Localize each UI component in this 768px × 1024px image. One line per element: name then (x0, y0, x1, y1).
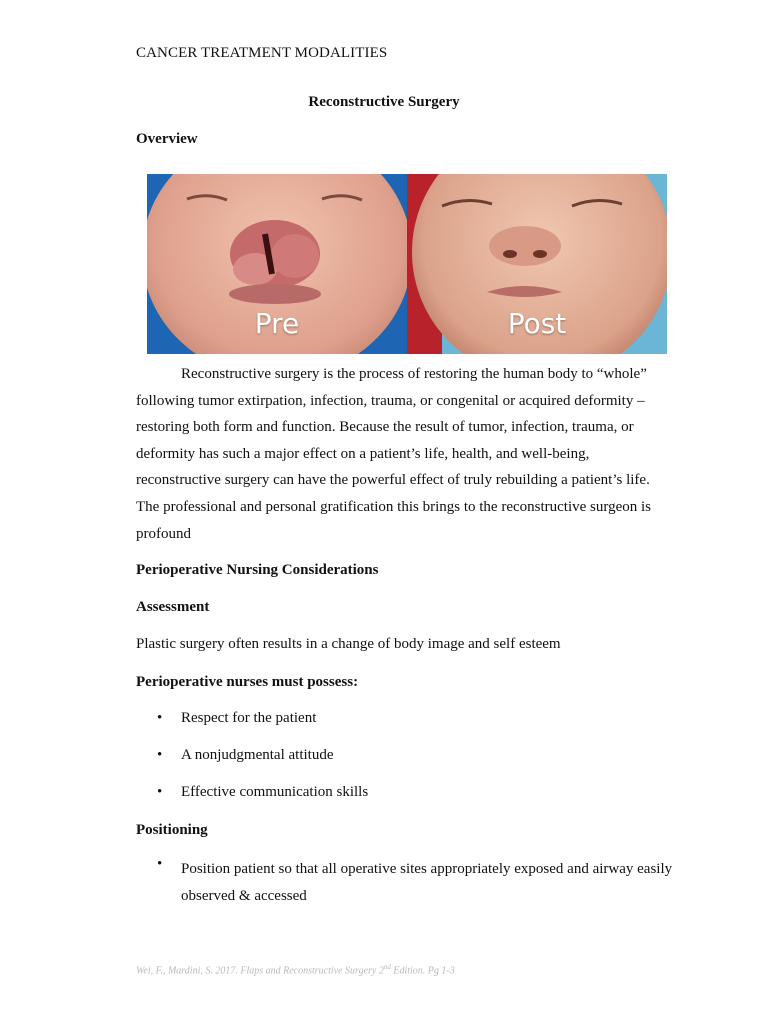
pre-photo (147, 174, 407, 354)
footer-text-end: Edition. Pg 1-3 (390, 965, 455, 977)
perioperative-heading: Perioperative Nursing Considerations (136, 562, 379, 578)
post-photo (407, 174, 667, 354)
bullet-icon: • (157, 784, 163, 800)
pre-label: Pre (254, 307, 300, 340)
overview-heading: Overview (136, 131, 198, 147)
list-item-text (181, 856, 681, 910)
paragraph-line: Reconstructive surgery is the process of restoring the human body to “whole” (181, 366, 647, 382)
page-header: CANCER TREATMENT MODALITIES (136, 45, 388, 61)
list-item-text: Respect for the patient (181, 710, 317, 726)
paragraph-line: deformity has such a major effect on a patient’s life, health, and well-being, (136, 445, 590, 462)
overview-paragraph (136, 361, 652, 547)
paragraph-line: profound (136, 525, 191, 542)
footer-superscript: nd (383, 963, 391, 971)
positioning-heading: Positioning (136, 822, 208, 838)
bullet-icon: • (157, 710, 163, 726)
bullet-icon: • (157, 747, 163, 763)
assessment-text: Plastic surgery often results in a change of body image and self esteem (136, 636, 561, 652)
footer-text: Wei, F., Mardini, S. 2017. Flaps and Reconstructive Surgery 2 (136, 965, 384, 977)
list-item-line: observed & accessed (181, 888, 307, 904)
paragraph-line: The professional and personal gratification this brings to the reconstructive surgeon is (136, 498, 652, 515)
list-item-line: Position patient so that all operative sites appropriately exposed and airway easily (181, 861, 673, 877)
paragraph-line: reconstructive surgery can have the powerful effect of truly rebuilding a patient’s life. (136, 472, 650, 489)
paragraph-line: following tumor extirpation, infection, trauma, or congenital or acquired deformity – (136, 392, 645, 409)
post-label: Post (507, 307, 567, 340)
assessment-heading: Assessment (136, 599, 210, 615)
list-item-text: A nonjudgmental attitude (181, 747, 334, 763)
list-item-text: Effective communication skills (181, 784, 369, 800)
footer-citation (136, 963, 455, 976)
pre-post-photo (147, 174, 667, 354)
paragraph-line: restoring both form and function. Because the result of tumor, infection, trauma, or (136, 419, 634, 436)
page-title: Reconstructive Surgery (308, 94, 460, 110)
bullet-icon: • (157, 856, 163, 872)
nurses-heading: Perioperative nurses must possess: (136, 674, 359, 690)
